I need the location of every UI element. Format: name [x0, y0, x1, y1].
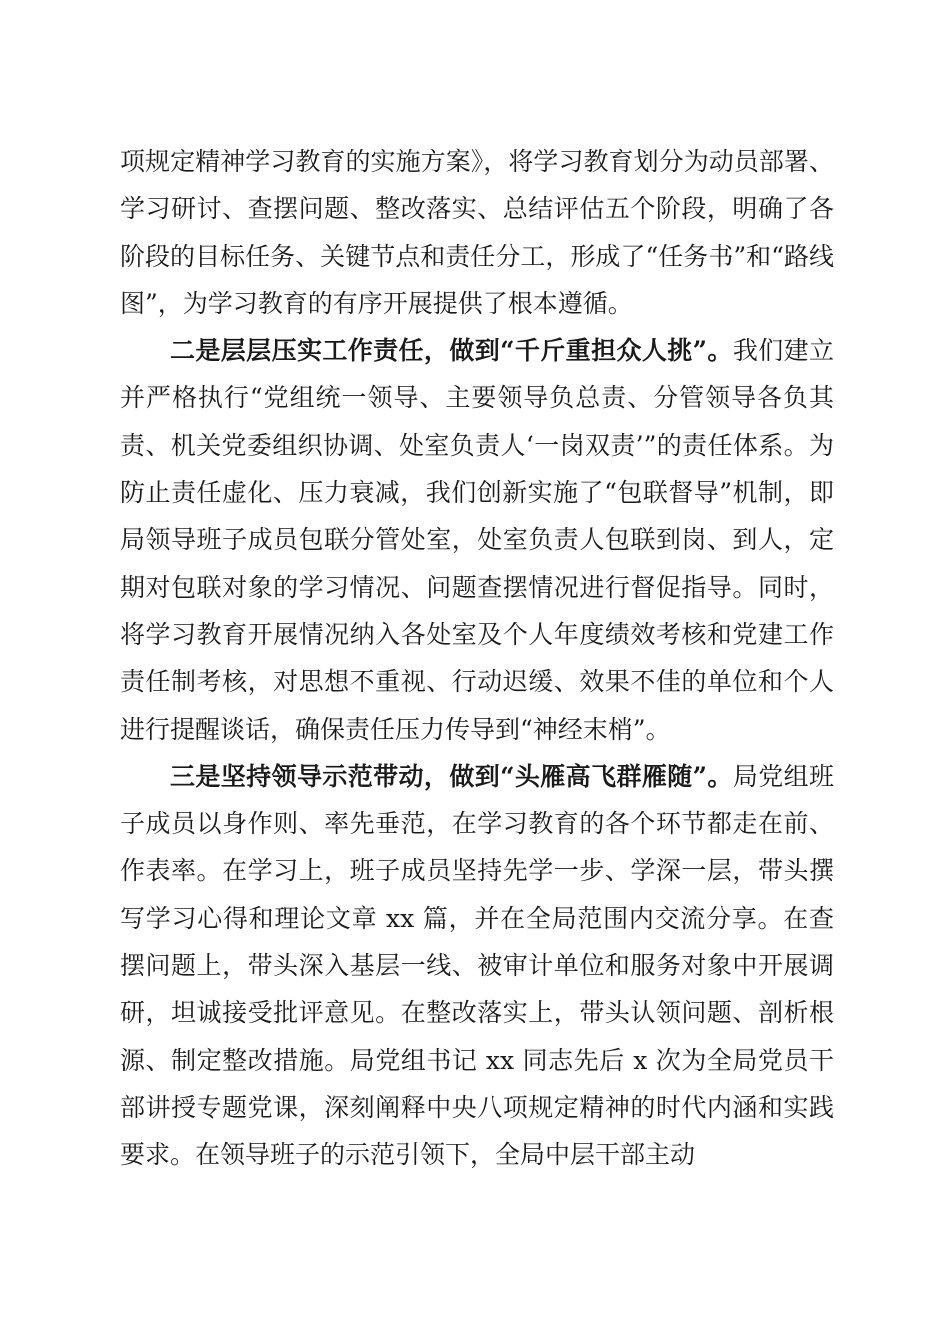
document-body: [120, 138, 834, 1179]
paragraph-3-text: 局党组班子成员以身作则、率先垂范，在学习教育的各个环节都走在前、作表率。在学习上，班子成员坚持先学一步、学深一层，带头撰写学习心得和理论文章 xx 篇，并在全局范围内交流分享。在查摆问题上，带头深入基层一线、被审计单位和服务对象中开展调研，坦诚接受批评意见。在整改落实上，带头认领问题、剖析根源、制定整改措施。局党组书记 xx 同志先后 x 次为全局党员干部讲授专题党课，深刻阐释中央八项规定精神的时代内涵和实践要求。在领导班子的示范引领下，全局中层干部主动: [120, 761, 834, 1170]
paragraph-2-text: 我们建立并严格执行“党组统一领导、主要领导负总责、分管领导各负其责、机关党委组织协调、处室负责人‘一岗双责’”的责任体系。为防止责任虚化、压力衰减，我们创新实施了“包联督导”机制，即局领导班子成员包联分管处室，处室负责人包联到岗、到人，定期对包联对象的学习情况、问题查摆情况进行督促指导。同时，将学习教育开展情况纳入各处室及个人年度绩效考核和党建工作责任制考核，对思想不重视、行动迟缓、效果不佳的单位和个人进行提醒谈话，确保责任压力传导到“神经末梢”。: [120, 336, 834, 744]
paragraph-3: [120, 753, 834, 1179]
paragraph-1: [120, 138, 834, 327]
paragraph-3-lead: 三是坚持领导示范带动，做到“头雁高飞群雁随”。: [170, 761, 733, 791]
paragraph-1-text: 项规定精神学习教育的实施方案》，将学习教育划分为动员部署、学习研讨、查摆问题、整改落实、总结评估五个阶段，明确了各阶段的目标任务、关键节点和责任分工，形成了“任务书”和“路线图”，为学习教育的有序开展提供了根本遵循。: [120, 147, 834, 318]
paragraph-2-lead: 二是层层压实工作责任，做到“千斤重担众人挑”。: [170, 336, 733, 366]
paragraph-2: [120, 327, 834, 753]
